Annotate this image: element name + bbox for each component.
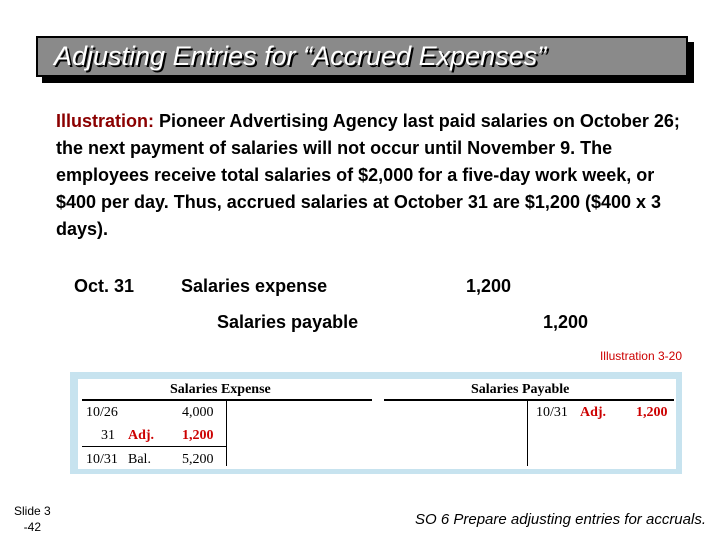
- expense-row-3-amount: 5,200: [182, 452, 214, 467]
- expense-row-3-date: 10/31: [86, 452, 118, 467]
- expense-row-1-date: 10/26: [86, 405, 118, 420]
- expense-row-2-label: Adj.: [128, 428, 155, 443]
- expense-total-rule: [82, 446, 226, 447]
- slide-number: [14, 503, 51, 535]
- expense-row-2-date: 31: [101, 428, 115, 443]
- payable-t-bar: [384, 399, 674, 401]
- payable-row-1-amount: 1,200: [636, 405, 668, 420]
- payable-account-title: Salaries Payable: [471, 382, 570, 397]
- slide-number-line-2: -42: [23, 520, 42, 534]
- study-objective-footer: SO 6 Prepare adjusting entries for accruals.: [415, 511, 706, 528]
- t-accounts: [78, 379, 676, 469]
- payable-row-1-label: Adj.: [580, 405, 607, 420]
- entry-credit-account: Salaries payable: [217, 312, 359, 332]
- expense-row-3-label: Bal.: [128, 452, 151, 467]
- entry-debit-account: Salaries expense: [181, 276, 328, 296]
- payable-t-divider: [527, 400, 528, 466]
- expense-t-bar: [82, 399, 372, 401]
- illustration-paragraph: [56, 108, 696, 243]
- illustration-text: Pioneer Advertising Agency last paid salaries on October 26; the next payment of salaries will not occur until November 9. The employees receive total salaries of $2,000 for a five-day work week, or $400 per day. Thus, accrued salaries at October 31 are $1,200 ($400 x 3 days).: [56, 111, 680, 239]
- expense-t-divider: [226, 400, 227, 466]
- expense-row-2-amount: 1,200: [182, 428, 214, 443]
- entry-debit-amount: 1,200: [466, 276, 512, 296]
- entry-credit-amount: 1,200: [543, 312, 589, 332]
- expense-row-1-amount: 4,000: [182, 405, 214, 420]
- illustration-reference: Illustration 3-20: [599, 349, 682, 363]
- slide-number-line-1: Slide 3: [14, 504, 51, 518]
- slide-title: Adjusting Entries for “Accrued Expenses”: [54, 41, 547, 71]
- expense-account-title: Salaries Expense: [170, 382, 271, 397]
- payable-row-1-date: 10/31: [536, 405, 568, 420]
- entry-date: Oct. 31: [74, 276, 135, 296]
- illustration-lead: Illustration:: [56, 111, 154, 131]
- title-banner: [36, 36, 688, 77]
